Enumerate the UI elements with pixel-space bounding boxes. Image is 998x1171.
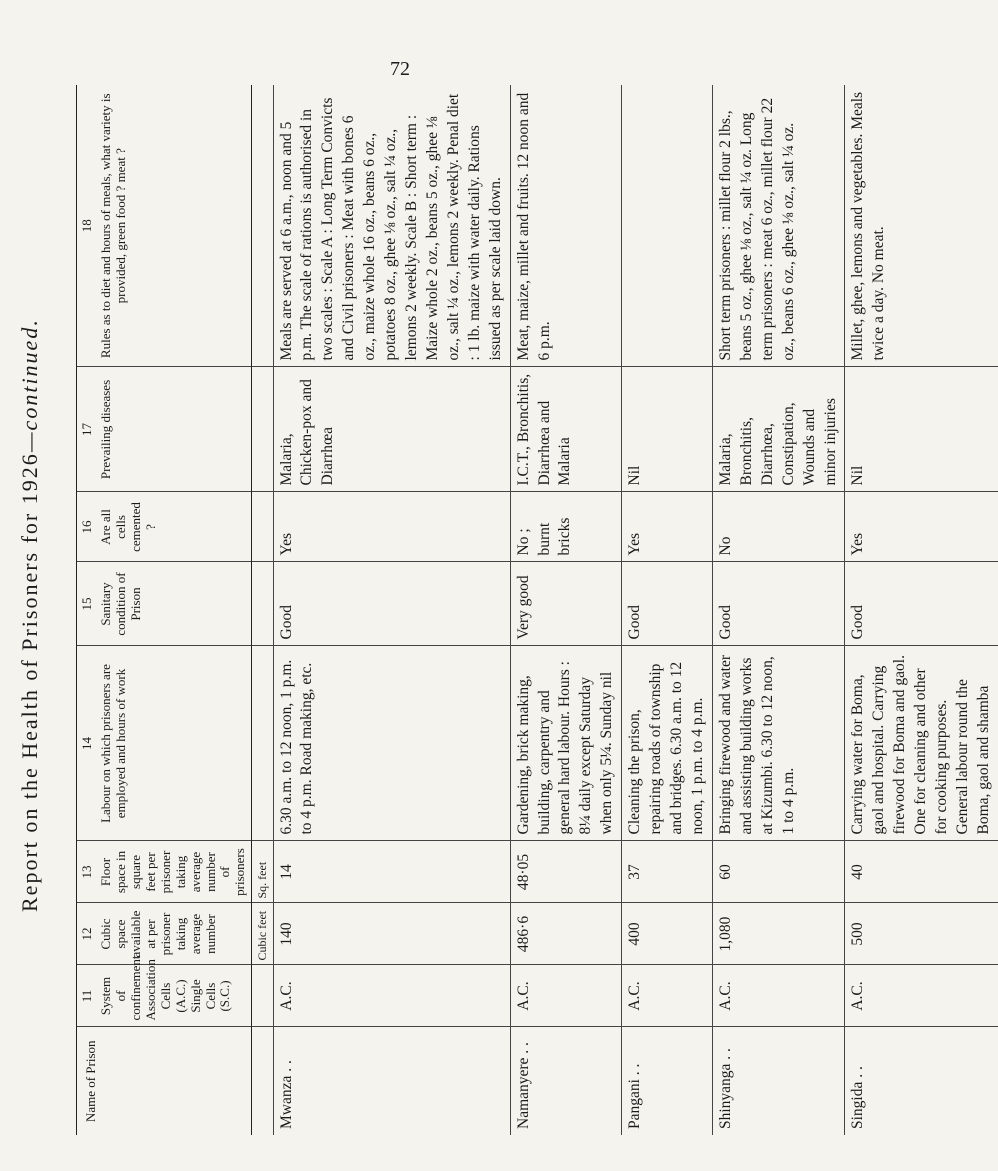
sanitary-cell: Good [845,562,998,646]
labour-cell: Bringing firewood and water and assisting building works at Kizumbi. 6.30 to 12 noon, 1 to 4 p.m. [712,646,845,841]
diseases-cell: Malaria, Chicken-pox and Diarrhœa [273,367,510,492]
col-label: Sanitary condition of Prison [97,572,143,636]
col-num: 17 [79,423,94,436]
col-label: Name of Prison [83,1040,98,1123]
unit-cell [252,646,273,841]
diet-cell: Meals are served at 6 a.m., noon and 5 p.m. The scale of rations is authorised in two scales : Scale A : Long Term Convicts and Civil prisoners : Meat with bones 6 oz., maize whole 16 oz., beans 6 oz., potatoes 8 oz., ghee ⅛ oz., salt ¼ oz., lemons 2 weekly. Scale B : Short term : Maize whole 2 oz., beans 5 oz., ghee ⅛ oz., salt ¼ oz., lemons 2 weekly. Penal diet : 1 lb. maize with water daily. Rations issued as per scale laid down. [273,85,510,367]
col-header-floor [77,841,252,903]
table-row [622,85,713,1135]
col-label: Cubic space available at per prisoner taking average number [97,910,218,958]
unit-cell [252,965,273,1027]
col-header-cemented [77,492,252,562]
cemented-cell: Yes [845,492,998,562]
table-row [273,85,510,1135]
prison-name: Mwanza . . [273,1027,510,1135]
labour-cell: Gardening, brick making, building, carpentry and general hard labour. Hours : 8¼ daily except Saturday when only 5¼. Sunday nil [510,646,622,841]
floor-cell: 60 [712,841,845,903]
col-header-name [77,1027,252,1135]
table-row [712,85,845,1135]
labour-cell: 6.30 a.m. to 12 noon, 1 p.m. to 4 p.m. Road making, etc. [273,646,510,841]
running-head [10,90,50,1140]
col-label: Prevailing diseases [97,379,113,480]
cubic-cell: 1,080 [712,903,845,965]
col-label: Rules as to diet and hours of meals, what variety is provided, green food ? meat ? [97,93,128,359]
floor-cell: 37 [622,841,713,903]
col-label: Labour on which prisoners are employed and hours of work [97,664,128,823]
cemented-cell: Yes [273,492,510,562]
diet-cell: Meat, maize, millet and fruits. 12 noon and 6 p.m. [510,85,622,367]
col-num: 13 [79,865,94,879]
col-num: 15 [79,597,94,611]
sanitary-cell: Good [273,562,510,646]
header-row [77,85,252,1135]
unit-cell [252,367,273,492]
rotated-table-frame [76,85,992,1135]
sanitary-cell: Good [622,562,713,646]
diseases-cell: Nil [622,367,713,492]
col-label: System of confinement Association Cells (A.C.) Single Cells (S.C.) [97,955,233,1021]
col-num: 14 [79,737,94,750]
prison-name: Shinyanga . . [712,1027,845,1135]
diet-cell: Millet, ghee, lemons and vegetables. Meals twice a day. No meat. [845,85,998,367]
col-label: Are all cells cemented ? [97,502,158,552]
cubic-cell: 400 [622,903,713,965]
floor-cell: 48·05 [510,841,622,903]
system-cell: A.C. [622,965,713,1027]
col-header-diseases [77,367,252,492]
cubic-cell: 140 [273,903,510,965]
prison-name: Singida . . [845,1027,998,1135]
col-header-sanitary [77,562,252,646]
running-head-title: Report on the Health of Prisoners for 1926 [17,452,42,912]
system-cell: A.C. [510,965,622,1027]
cemented-cell: No ; burnt bricks [510,492,622,562]
col-header-cubic [77,903,252,965]
unit-floor: Sq. feet [252,841,273,903]
diseases-cell: I.C.T., Bronchitis, Diarrhœa and Malaria [510,367,622,492]
floor-cell: 14 [273,841,510,903]
diet-cell [622,85,713,367]
prison-name: Namanyere . . [510,1027,622,1135]
col-num: 18 [79,219,94,233]
labour-cell: Carrying water for Boma, gaol and hospital. Carrying firewood for Boma and gaol. One for cleaning and other for cooking purposes. General labour round the Boma, gaol and shamba [845,646,998,841]
cubic-cell: 500 [845,903,998,965]
system-cell: A.C. [845,965,998,1027]
prison-table [76,85,998,1135]
col-num: 16 [79,520,94,534]
running-head-suffix: —continued. [17,318,42,453]
rotated-table-wrapper [76,85,992,1135]
unit-cell [252,492,273,562]
diseases-cell: Nil [845,367,998,492]
page-number: 72 [390,58,410,80]
table-row [510,85,622,1135]
unit-cell [252,562,273,646]
diseases-cell: Malaria, Bronchitis, Diarrhœa, Constipation, Wounds and minor injuries [712,367,845,492]
cemented-cell: Yes [622,492,713,562]
sanitary-cell: Very good [510,562,622,646]
col-label: Floor space in square feet per prisoner taking average number of prisoners [97,848,248,896]
col-num: 12 [79,927,94,941]
sanitary-cell: Good [712,562,845,646]
system-cell: A.C. [712,965,845,1027]
floor-cell: 40 [845,841,998,903]
labour-cell: Cleaning the prison, repairing roads of township and bridges. 6.30 a.m. to 12 noon, 1 p.m. to 4 p.m. [622,646,713,841]
unit-cell [252,1027,273,1135]
unit-cell [252,85,273,367]
prison-name: Pangani . . [622,1027,713,1135]
diet-cell: Short term prisoners : millet flour 2 lbs., beans 5 oz., ghee ⅛ oz., salt ¼ oz. Long term prisoners : meat 6 oz., millet flour 22 oz., beans 6 oz., ghee ⅛ oz., salt ¼ oz. [712,85,845,367]
col-header-labour [77,646,252,841]
col-header-system [77,955,252,1027]
table-row [845,85,998,1135]
unit-row [252,85,273,1135]
col-num: 11 [79,989,94,1003]
cemented-cell: No [712,492,845,562]
cubic-cell: 486·6 [510,903,622,965]
col-header-diet [77,85,252,367]
system-cell: A.C. [273,965,510,1027]
unit-cubic: Cubic feet [252,903,273,965]
